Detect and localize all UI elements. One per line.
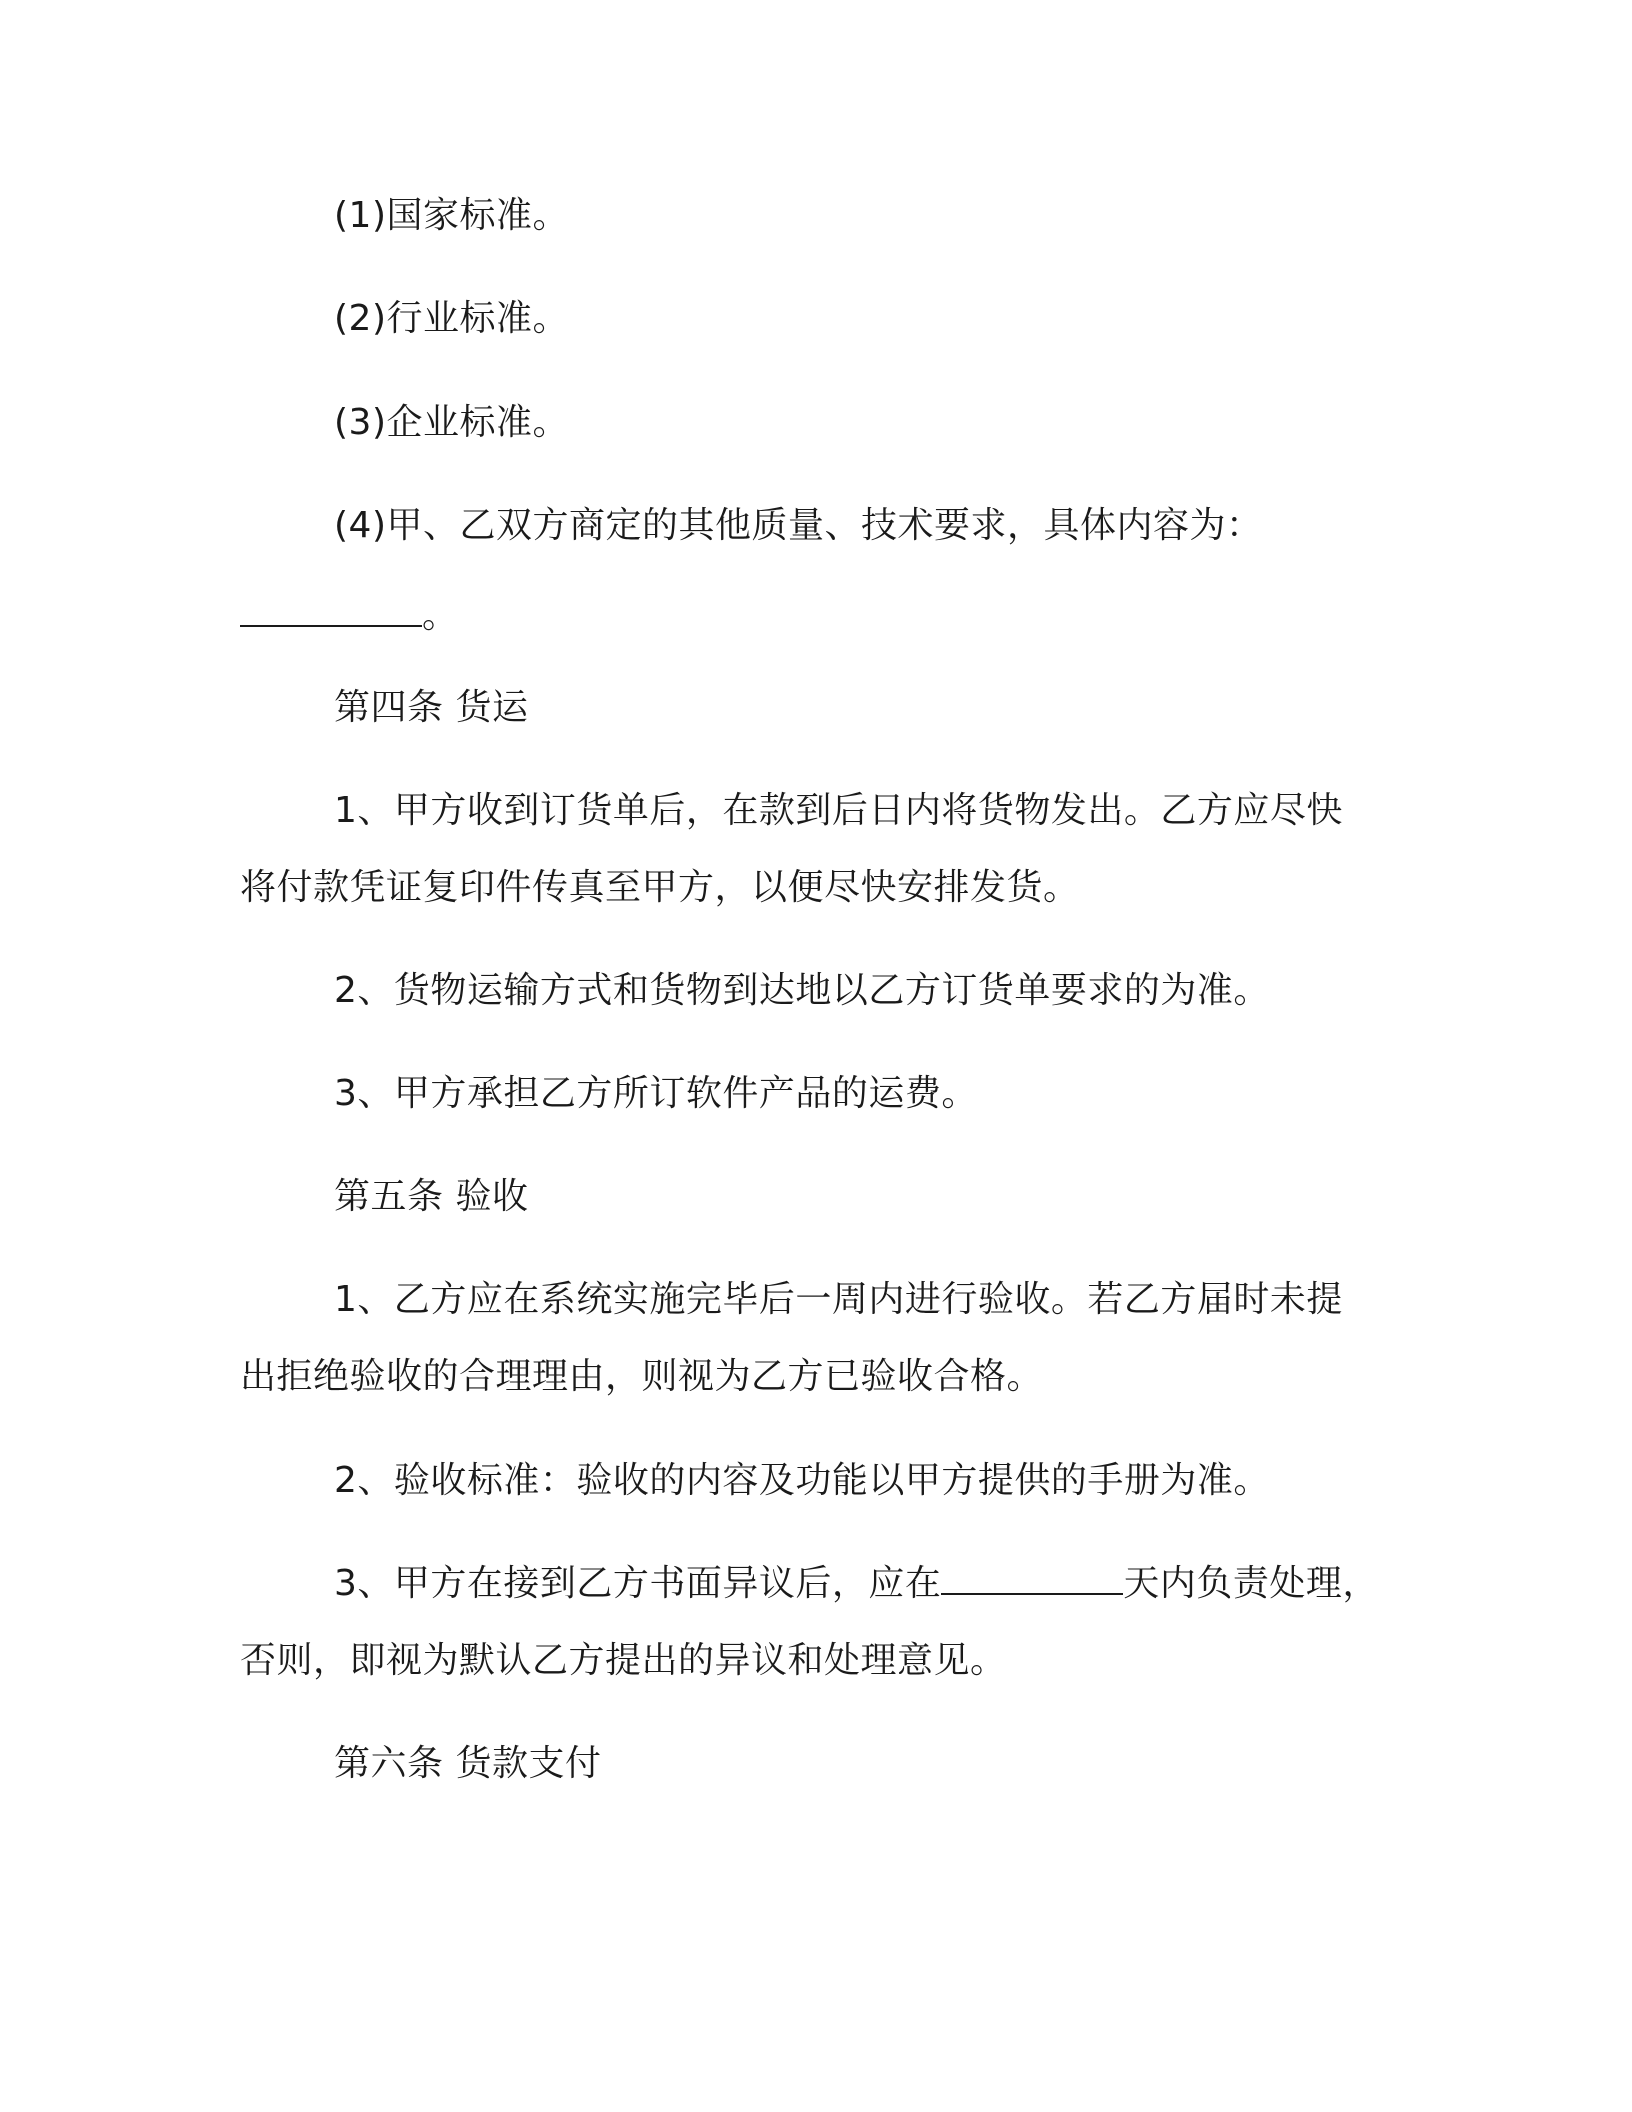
quality-item-custom-fill xyxy=(240,594,459,638)
article5-clause1-line2: 出拒绝验收的合理理由，则视为乙方已验收合格。 xyxy=(240,1356,1044,1397)
days-blank[interactable] xyxy=(941,1563,1123,1595)
article6-heading: 第六条 货款支付 xyxy=(334,1743,602,1784)
fill-in-tail: 。 xyxy=(422,595,459,636)
clause3-before-blank: 3、甲方在接到乙方书面异议后，应在 xyxy=(334,1563,942,1604)
article4-clause2: 2、货物运输方式和货物到达地以乙方订货单要求的为准。 xyxy=(334,970,1270,1011)
fill-in-blank[interactable] xyxy=(240,595,422,627)
article4-clause1-line1: 1、甲方收到订货单后，在款到后日内将货物发出。乙方应尽快 xyxy=(334,790,1343,831)
quality-item-national: (1)国家标准。 xyxy=(334,195,569,236)
quality-item-custom: (4)甲、乙双方商定的其他质量、技术要求，具体内容为： xyxy=(334,505,1263,546)
article5-clause2: 2、验收标准：验收的内容及功能以甲方提供的手册为准。 xyxy=(334,1460,1270,1501)
article5-clause3-line2: 否则，即视为默认乙方提出的异议和处理意见。 xyxy=(240,1640,1007,1681)
quality-item-industry: (2)行业标准。 xyxy=(334,298,569,339)
clause3-after-blank: 天内负责处理， xyxy=(1123,1563,1379,1604)
article4-clause1-line2: 将付款凭证复印件传真至甲方，以便尽快安排发货。 xyxy=(240,867,1080,908)
article4-clause3: 3、甲方承担乙方所订软件产品的运费。 xyxy=(334,1073,978,1114)
article5-clause3-line1 xyxy=(334,1562,1379,1606)
article5-heading: 第五条 验收 xyxy=(334,1176,529,1217)
article4-heading: 第四条 货运 xyxy=(334,687,529,728)
article5-clause1-line1: 1、乙方应在系统实施完毕后一周内进行验收。若乙方届时未提 xyxy=(334,1279,1343,1320)
quality-item-enterprise: (3)企业标准。 xyxy=(334,402,569,443)
